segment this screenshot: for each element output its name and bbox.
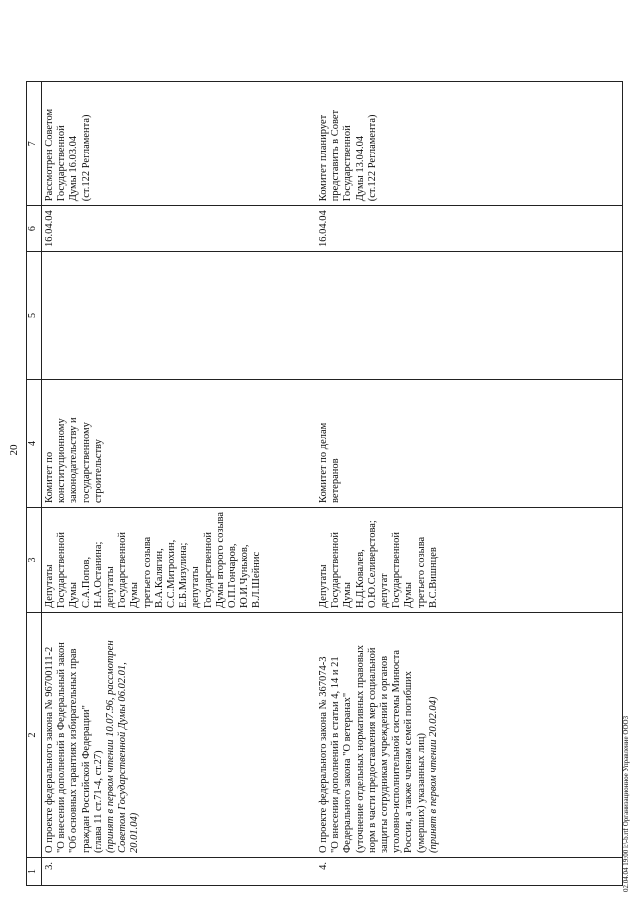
text-line: (ст.122 Регламента) bbox=[366, 114, 378, 202]
notes-lines bbox=[44, 86, 93, 201]
text-line: В.С.Вишнцев bbox=[427, 547, 439, 608]
text-line: России, а также членам семей погибших bbox=[403, 671, 415, 853]
text-line: конституционному bbox=[56, 418, 68, 503]
text-line: (принят в первом чтении 10.07.96, рассмотрен bbox=[105, 640, 117, 853]
text-line: депутат bbox=[379, 573, 391, 608]
text-line: (принят в первом чтении 20.02.04) bbox=[427, 696, 439, 853]
text-line: С.А.Попов, bbox=[80, 556, 92, 608]
text-line: (уточнение отдельных нормативных правовых bbox=[354, 645, 366, 853]
document-footer: 02.04.04 19:00 i:\-b.rtf Организационное Управление ОООЗ bbox=[622, 715, 630, 892]
text-line: О.Ю.Селиверстова; bbox=[366, 520, 378, 608]
text-line: Государственной bbox=[342, 125, 354, 202]
text-line: О проекте федерального закона № 96700111-2 bbox=[44, 646, 55, 853]
date-cell: 16.04.04 bbox=[316, 206, 620, 252]
text-line: О проекте федерального закона № 367074-3 bbox=[318, 656, 329, 853]
legislation-table bbox=[26, 81, 623, 886]
date-cell: 16.04.04 bbox=[42, 206, 317, 252]
text-line: Думы второго созыва bbox=[214, 511, 226, 608]
table-header-row bbox=[27, 82, 42, 886]
notes-lines bbox=[318, 86, 379, 201]
text-line: О.П.Гончаров, bbox=[227, 543, 239, 608]
text-line: Н.Д.Ковалев, bbox=[354, 549, 366, 608]
text-line: депутаты bbox=[105, 566, 117, 608]
row-number: 4. bbox=[318, 862, 329, 870]
authors-cell bbox=[42, 507, 317, 612]
rotated-page bbox=[8, 8, 632, 892]
bill-status-lines bbox=[428, 617, 440, 853]
bill-title-lines bbox=[318, 617, 428, 853]
text-line: Комитет по делам bbox=[318, 422, 329, 503]
header-cell: 7 bbox=[27, 82, 42, 206]
text-line: 20.01.04) bbox=[129, 812, 141, 853]
text-line: Государственной bbox=[391, 532, 403, 608]
committee-cell bbox=[316, 379, 620, 507]
text-line: третьего созыва bbox=[415, 536, 427, 608]
text-line: Думы bbox=[129, 582, 141, 608]
text-line: (умерших) указанных лиц) bbox=[415, 732, 427, 853]
header-cell: 1 bbox=[27, 858, 42, 886]
col5-cell bbox=[316, 251, 620, 379]
bill-title-lines bbox=[44, 617, 105, 853]
text-line: норм в части предоставления мер социальной bbox=[366, 647, 378, 853]
text-line: третьего созыва bbox=[141, 536, 153, 608]
authors-cell bbox=[316, 507, 620, 612]
bill-status-lines bbox=[105, 617, 142, 853]
header-cell: 3 bbox=[27, 507, 42, 612]
bill-title-cell bbox=[316, 613, 620, 858]
text-line: Советом Государственной Думы 06.02.01, bbox=[117, 662, 129, 853]
text-line: депутаты bbox=[190, 566, 202, 608]
text-line: Н.А.Останина; bbox=[92, 541, 104, 608]
text-line: В.А.Калягин, bbox=[153, 548, 165, 608]
text-line: Депутаты bbox=[44, 564, 55, 608]
text-line: Думы bbox=[342, 582, 354, 608]
text-line: (ст.122 Регламента) bbox=[80, 114, 92, 202]
text-line: представить в Совет bbox=[330, 109, 342, 202]
page-number: 20 bbox=[8, 444, 20, 456]
text-line: Государственной bbox=[56, 532, 68, 608]
text-line: ветеранов bbox=[330, 458, 342, 503]
text-line: Комитет планирует bbox=[318, 114, 329, 202]
header-cell: 6 bbox=[27, 206, 42, 252]
authors-lines bbox=[44, 512, 264, 608]
text-line: Думы 16.03.04 bbox=[68, 135, 80, 202]
text-line: (глава 11 ст.71-4, ст.27) bbox=[92, 750, 104, 853]
text-line: защиты сотрудникам учреждений и органов bbox=[379, 655, 391, 853]
row-number-cell bbox=[42, 858, 317, 886]
text-line: граждан Российской Федерации" bbox=[80, 705, 92, 853]
header-cell: 2 bbox=[27, 613, 42, 858]
table-row bbox=[42, 82, 317, 886]
text-line: Государственной bbox=[330, 532, 342, 608]
text-line: строительству bbox=[92, 439, 104, 503]
authors-lines bbox=[318, 512, 440, 608]
text-line: Ю.И.Чуньков, bbox=[239, 544, 251, 608]
committee-cell bbox=[42, 379, 317, 507]
text-line: С.С.Митрохин, bbox=[166, 539, 178, 608]
header-cell: 5 bbox=[27, 251, 42, 379]
notes-cell bbox=[42, 82, 317, 206]
text-line: "Об основных гарантиях избирательных прав bbox=[68, 648, 80, 853]
text-line: государственному bbox=[80, 422, 92, 503]
text-line: Думы bbox=[403, 582, 415, 608]
header-cell: 4 bbox=[27, 379, 42, 507]
text-line: Депутаты bbox=[318, 564, 329, 608]
text-line: В.Л.Шейнис bbox=[251, 551, 263, 608]
text-line: Федерального закона "О ветеранах" bbox=[342, 692, 354, 853]
text-line: Государственной bbox=[202, 532, 214, 608]
text-line: уголовно-исполнительной системы Минюста bbox=[391, 649, 403, 853]
text-line: Государственной bbox=[56, 125, 68, 202]
notes-cell bbox=[316, 82, 620, 206]
committee-lines bbox=[318, 384, 342, 503]
text-line: законодательству и bbox=[68, 417, 80, 503]
committee-lines bbox=[44, 384, 105, 503]
table-row bbox=[316, 82, 620, 886]
bill-title-cell bbox=[42, 613, 317, 858]
row-number-cell bbox=[316, 858, 620, 886]
col5-cell bbox=[42, 251, 317, 379]
text-line: Рассмотрен Советом bbox=[44, 108, 55, 202]
text-line: Комитет по bbox=[44, 451, 55, 503]
text-line: Думы bbox=[68, 582, 80, 608]
text-line: "О внесении дополнений в статьи 4, 14 и 21 bbox=[330, 656, 342, 853]
text-line: Е.Б.Мизулина; bbox=[178, 542, 190, 608]
text-line: Государственной bbox=[117, 532, 129, 608]
row-number: 3. bbox=[44, 862, 55, 870]
text-line: "О внесении дополнений в Федеральный закон bbox=[56, 642, 68, 853]
text-line: Думы 13.04.04 bbox=[354, 135, 366, 202]
